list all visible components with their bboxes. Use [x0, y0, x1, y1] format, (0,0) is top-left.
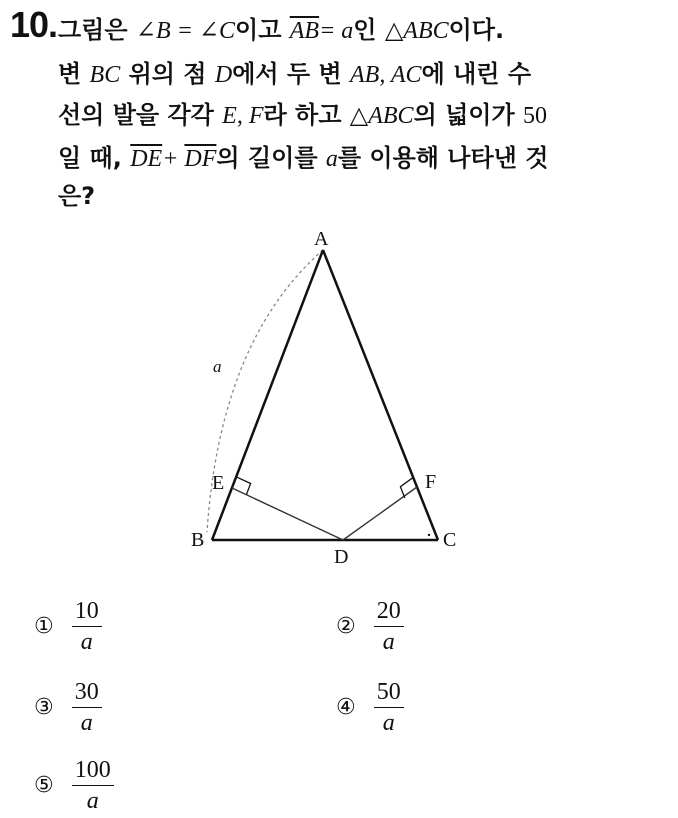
choice-marker: ③: [34, 695, 54, 720]
choice-4[interactable]: [336, 677, 404, 738]
math-segment-ab: $\overline{AB}$: [289, 18, 320, 44]
choice-marker: ⑤: [34, 773, 54, 798]
text: 선의 발을 각각: [58, 101, 223, 129]
math-segment-df: $\overline{DF}$: [184, 146, 217, 172]
text: 의 길이를: [216, 144, 326, 172]
angle-mark-c: [428, 534, 430, 536]
label-d: D: [334, 546, 349, 568]
label-f: F: [425, 471, 437, 493]
math-d: D: [214, 62, 233, 88]
text: 라 하고: [263, 101, 350, 129]
numerator: 20: [374, 596, 404, 627]
denominator: a: [382, 629, 395, 655]
side-ab: [212, 250, 323, 540]
text: 를 이용해 나타낸 것: [337, 144, 549, 172]
text: 이고: [235, 16, 290, 44]
choice-marker: ④: [336, 695, 356, 720]
text: 인: [353, 16, 385, 44]
label-b: B: [191, 529, 205, 551]
text: 에서 두 변: [232, 60, 350, 88]
denominator: a: [382, 710, 395, 736]
choice-fraction: [374, 677, 404, 738]
math-50: 50: [523, 103, 548, 129]
text: 에 내린 수: [421, 60, 532, 88]
math-a: a: [325, 146, 338, 172]
text: 변: [58, 60, 90, 88]
choice-2[interactable]: [336, 596, 404, 657]
choice-fraction: [374, 596, 404, 657]
denominator: a: [80, 629, 93, 655]
choice-marker: ②: [336, 614, 356, 639]
segment-de: [232, 488, 343, 540]
numerator: 10: [72, 596, 102, 627]
text: 위의 점: [120, 60, 215, 88]
choice-marker: ①: [34, 614, 54, 639]
choice-3[interactable]: [34, 677, 102, 738]
math-ab-ac: AB, AC: [350, 62, 422, 88]
text: 은?: [58, 182, 96, 210]
text: 의 넓이가: [413, 101, 524, 129]
numerator: 50: [374, 677, 404, 708]
denominator: a: [86, 788, 99, 814]
text: 이다.: [448, 16, 505, 44]
denominator: a: [80, 710, 93, 736]
math-e-f: E, F: [222, 103, 264, 129]
math-bc: BC: [89, 62, 121, 88]
text: 그림은: [58, 16, 136, 44]
label-e: E: [212, 472, 225, 494]
numerator: 30: [72, 677, 102, 708]
math-segment-de: $\overline{DE}$: [130, 146, 163, 172]
side-ac: [323, 250, 438, 540]
choice-fraction: [72, 596, 102, 657]
math-triangle-abc: △ABC: [349, 103, 414, 129]
label-side-a: a: [213, 357, 222, 376]
question-number: 10.: [10, 4, 58, 45]
text: 일 때,: [58, 144, 131, 172]
choice-fraction: [72, 677, 102, 738]
label-a: A: [314, 228, 329, 250]
segment-df: [343, 487, 417, 540]
choice-1[interactable]: [34, 596, 102, 657]
label-c: C: [443, 529, 457, 551]
choice-5[interactable]: [34, 755, 114, 816]
numerator: 100: [72, 755, 114, 786]
math-triangle-abc: △ABC: [384, 18, 449, 44]
right-angle-mark-e: [236, 477, 250, 495]
math-plus: +: [162, 146, 185, 172]
choice-fraction: [72, 755, 114, 816]
math-equals: =: [319, 18, 342, 44]
math-a: a: [341, 18, 354, 44]
math-angle-equality: ∠B = ∠C: [135, 18, 236, 44]
